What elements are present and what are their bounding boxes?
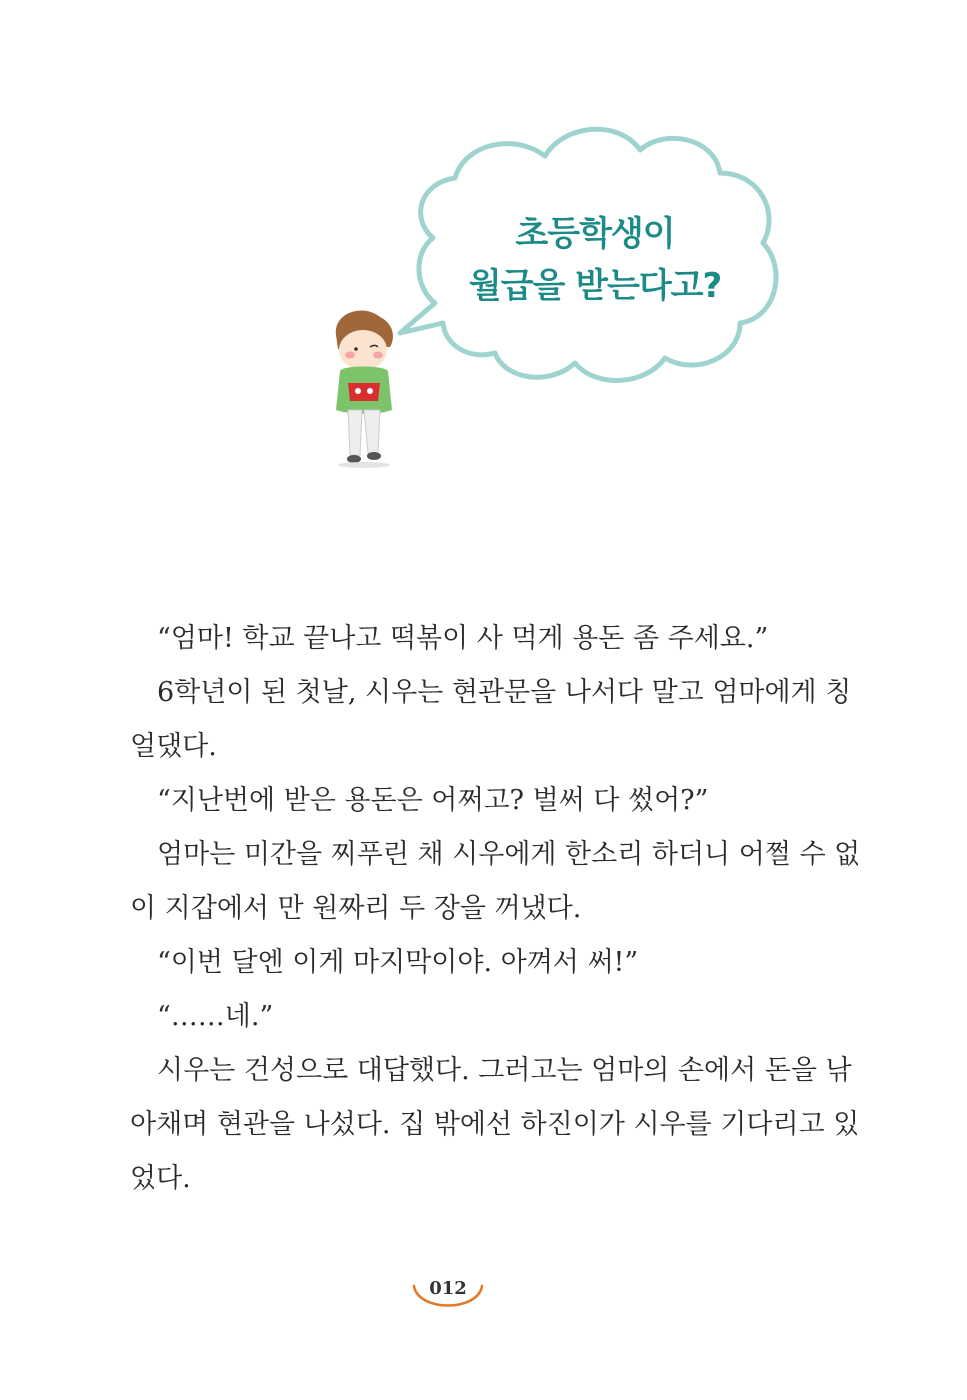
story-body <box>130 612 861 1206</box>
body-line-5: 엄마는 미간을 찌푸린 채 시우에게 한소리 하더니 어쩔 수 없 <box>157 839 861 870</box>
page-number: 012 <box>429 1278 467 1299</box>
body-line-10: 아채며 현관을 나섰다. 집 밖에선 하진이가 시우를 기다리고 있 <box>130 1109 860 1140</box>
body-line-8: “……네.” <box>157 1001 274 1032</box>
chapter-illustration <box>0 0 967 520</box>
body-line-6: 이 지갑에서 만 원짜리 두 장을 꺼냈다. <box>130 893 582 924</box>
boy-character-icon <box>318 305 408 470</box>
speech-bubble-title <box>440 208 750 312</box>
body-line-11: 었다. <box>130 1163 191 1194</box>
body-line-9: 시우는 건성으로 대답했다. 그러고는 엄마의 손에서 돈을 낚 <box>157 1055 852 1086</box>
body-line-4: “지난번에 받은 용돈은 어쩌고? 벌써 다 썼어?” <box>157 785 709 816</box>
speech-bubble-line-1: 초등학생이 <box>515 214 675 254</box>
body-line-3: 얼댔다. <box>130 731 217 762</box>
body-line-7: “이번 달엔 이게 마지막이야. 아껴서 써!” <box>157 947 639 978</box>
body-line-2: 6학년이 된 첫날, 시우는 현관문을 나서다 말고 엄마에게 칭 <box>157 677 852 708</box>
body-line-1: “엄마! 학교 끝나고 떡볶이 사 먹게 용돈 좀 주세요.” <box>157 623 769 654</box>
page-footer <box>408 1264 488 1314</box>
speech-bubble-line-2: 월급을 받는다고? <box>468 266 722 306</box>
